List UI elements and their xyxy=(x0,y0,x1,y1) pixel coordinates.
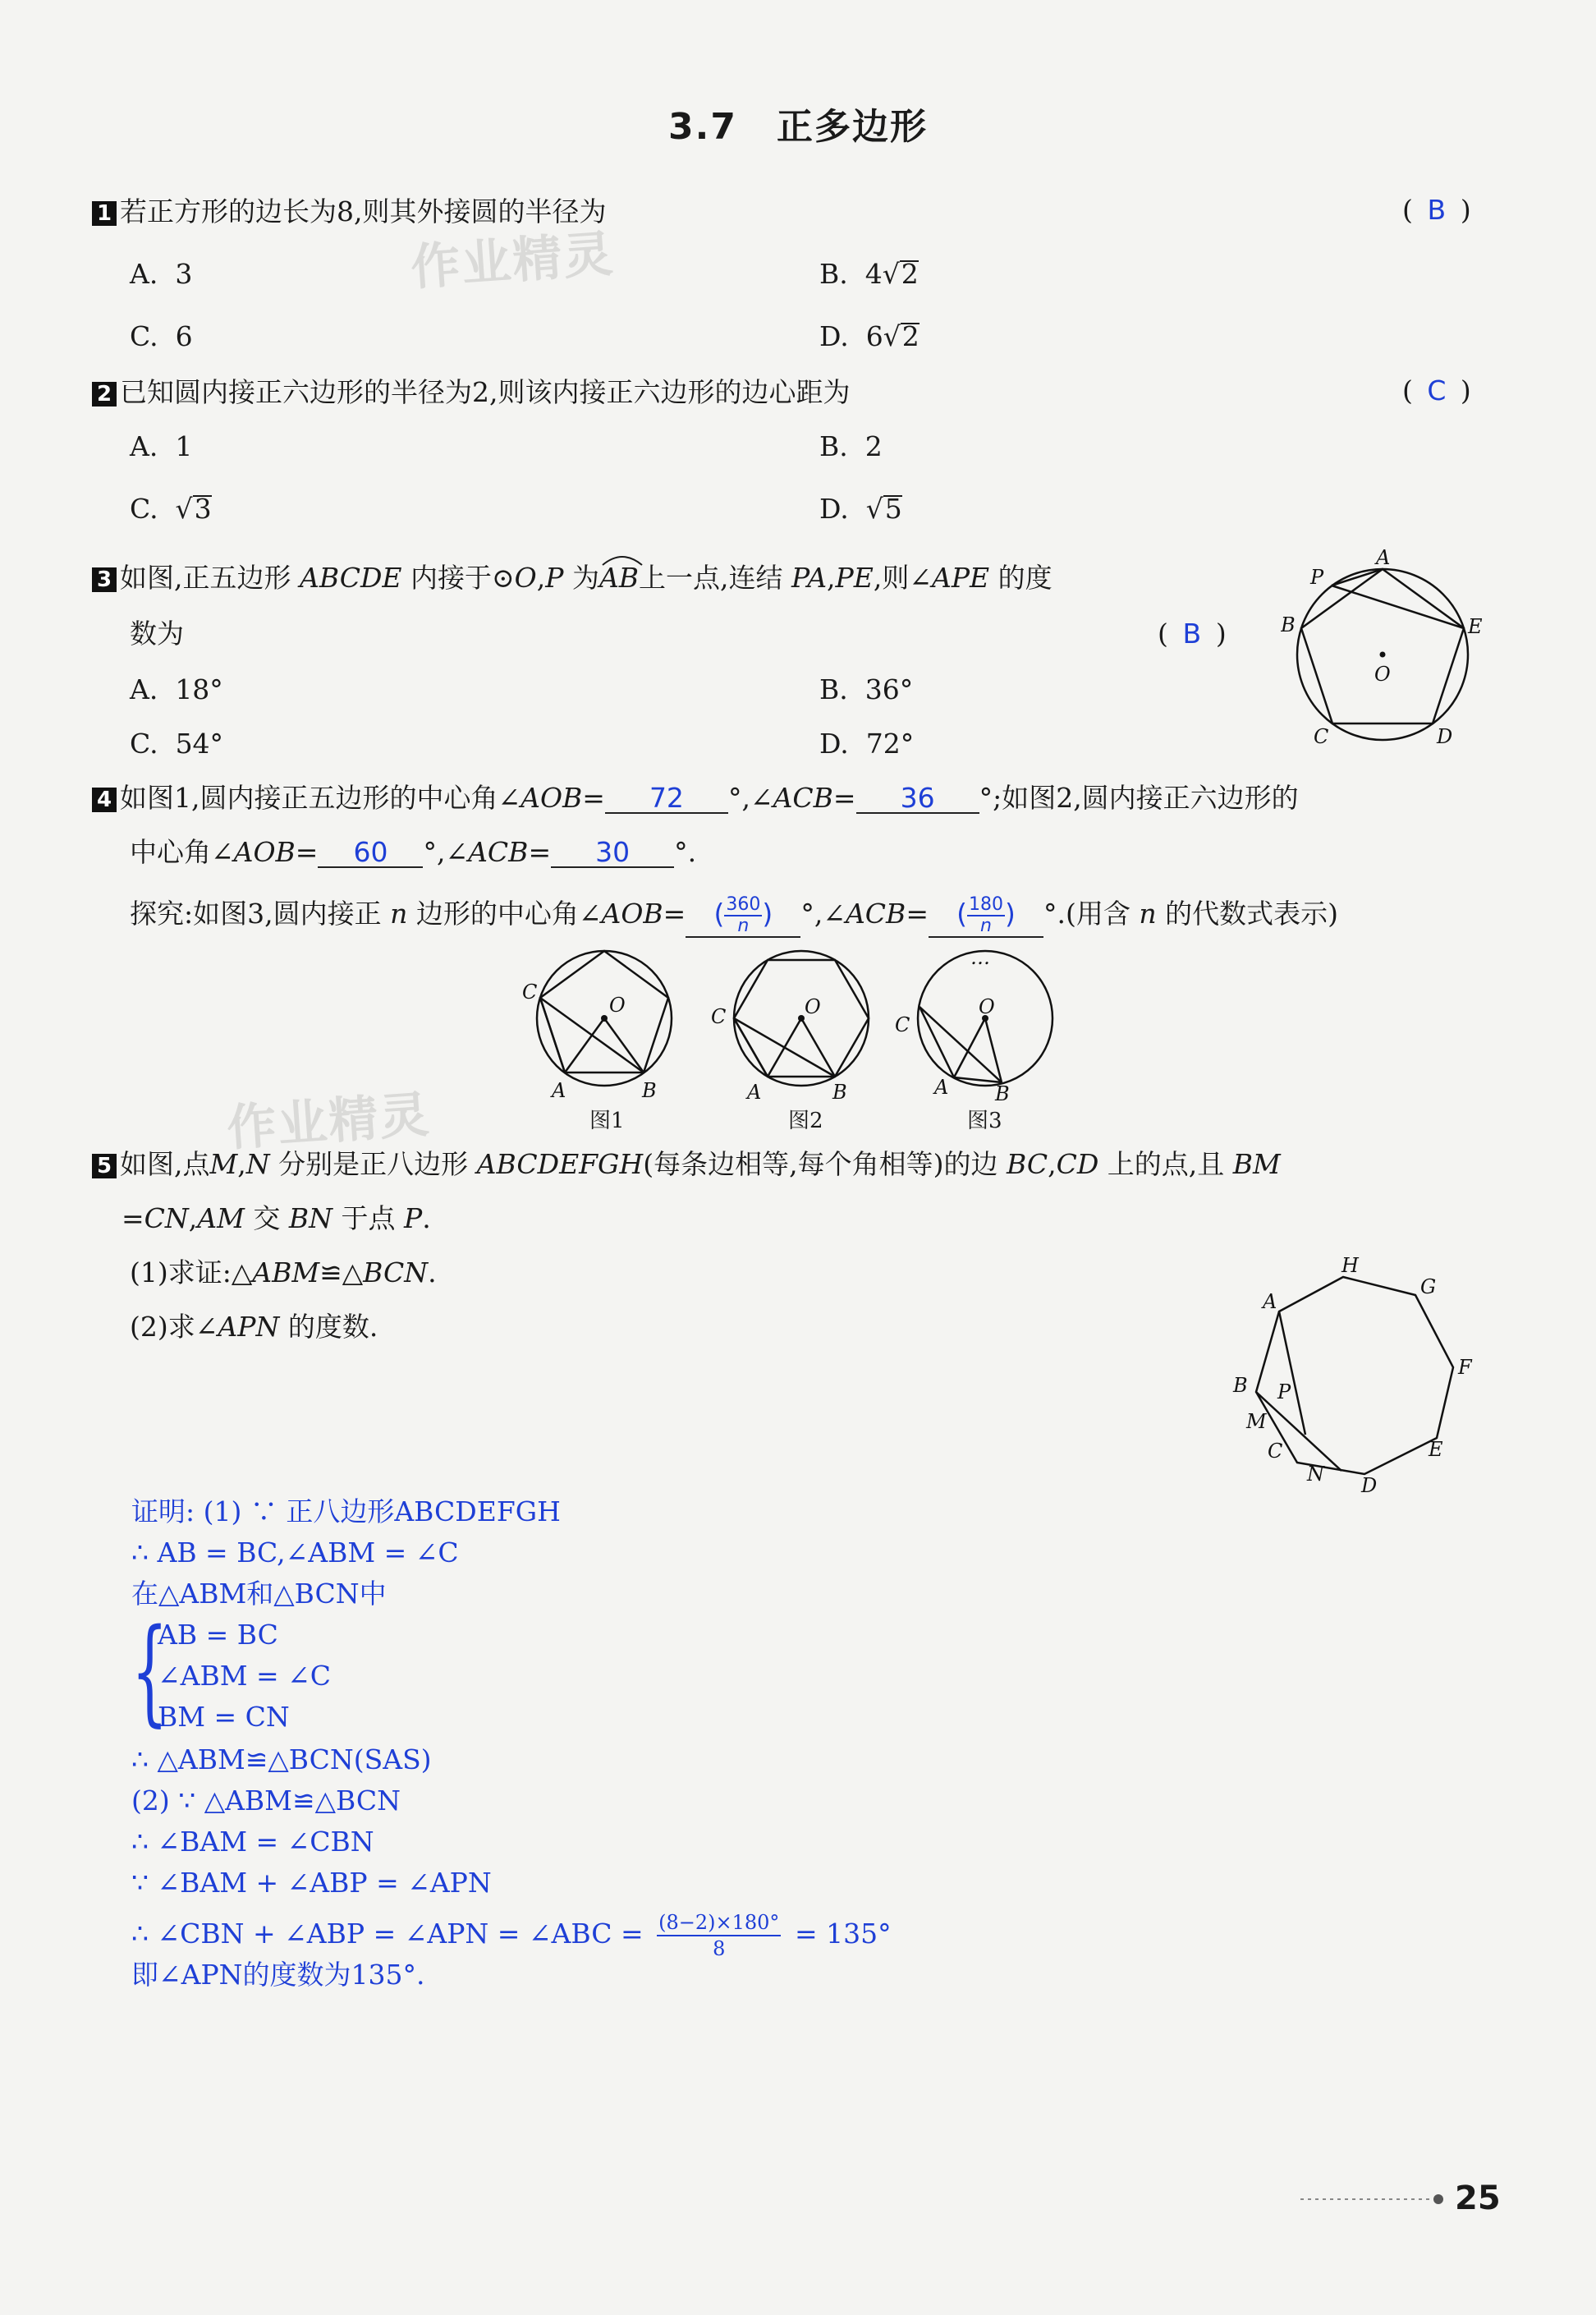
question-number: 3 xyxy=(92,567,117,592)
fig-label: D xyxy=(1437,725,1453,748)
figure-3 xyxy=(895,944,1067,1104)
figure-3-caption: 图3 xyxy=(967,1109,1002,1133)
question-number: 2 xyxy=(92,382,117,407)
answer-blank: ( $\frac{180}{n}$ ) xyxy=(929,892,1043,938)
watermark: 作业精灵 xyxy=(409,225,617,297)
solution-line: (2) ∵ △ABM≌△BCN xyxy=(131,1784,401,1817)
q2-option-b: B. 2 xyxy=(819,430,883,462)
question-5-line1: 5 如图,点M,N 分别是正八边形 ABCDEFGH(每条边相等,每个角相等)的边 BC,CD 上的点,且 BM xyxy=(92,1146,1281,1183)
solution-line: ∴ AB = BC,∠ABM = ∠C xyxy=(131,1536,459,1569)
svg-text:G: G xyxy=(1420,1275,1437,1298)
svg-text:A: A xyxy=(747,1081,762,1100)
svg-text:A: A xyxy=(1263,1290,1277,1313)
svg-text:H: H xyxy=(1341,1254,1359,1277)
svg-text:F: F xyxy=(1458,1356,1472,1379)
page-number: 25 xyxy=(1455,2179,1501,2217)
q1-option-a: A. 3 xyxy=(130,258,193,290)
question-1-stem: 1 若正方形的边长为8,则其外接圆的半径为 xyxy=(92,194,607,230)
fig-label: A xyxy=(1376,546,1391,569)
svg-text:A: A xyxy=(934,1076,949,1099)
svg-text:A: A xyxy=(552,1079,566,1100)
question-5-line2: =CN,AM 交 BN 于点 P. xyxy=(122,1202,431,1234)
solution-line: ∵ ∠BAM + ∠ABP = ∠APN xyxy=(131,1867,492,1899)
fig-label: C xyxy=(1314,725,1329,748)
figure-1 xyxy=(522,944,686,1104)
answer-blank: ( $\frac{360}{n}$ ) xyxy=(686,892,800,938)
q1-option-d: D. 6√2 xyxy=(819,320,920,352)
q3-option-b: B. 36° xyxy=(819,673,914,705)
fig-label: B xyxy=(1281,613,1296,636)
q2-option-a: A. 1 xyxy=(130,430,193,462)
svg-text:C: C xyxy=(522,981,538,1004)
question-3-answer: ( B ) xyxy=(1158,618,1227,650)
q3-option-c: C. 54° xyxy=(130,728,224,760)
svg-text:O: O xyxy=(979,995,995,1018)
solution-line: 即∠APN的度数为135°. xyxy=(131,1959,425,1991)
solution-line: AB = BC xyxy=(158,1619,278,1651)
svg-text:O: O xyxy=(805,995,821,1018)
footer-dotted-line xyxy=(1300,2191,1448,2207)
solution-line: BM = CN xyxy=(158,1701,290,1733)
question-3-stem: 3 如图,正五边形 ABCDE 内接于⊙O,P 为 AB上一点,连结 PA,PE,则∠APE 的度 xyxy=(92,560,1053,596)
solution-line: 证明: (1) ∵ 正八边形ABCDEFGH xyxy=(131,1495,561,1527)
svg-text:B: B xyxy=(995,1082,1010,1100)
solution-line: 在△ABM和△BCN中 xyxy=(131,1578,387,1610)
svg-text:C: C xyxy=(895,1013,910,1036)
svg-text:O: O xyxy=(609,994,626,1017)
question-1-answer: ( B ) xyxy=(1402,194,1471,226)
question-5-part1: (1)求证:△ABM≌△BCN. xyxy=(130,1256,437,1288)
question-3-stem-line2: 数为 xyxy=(130,618,184,650)
question-number: 5 xyxy=(92,1154,117,1178)
solution-line: ∴ ∠CBN + ∠ABP = ∠APN = ∠ABC = $\frac{(8-2)\times 180^\circ}{8}$ = 135° xyxy=(131,1911,892,1960)
arc-icon xyxy=(599,553,645,567)
svg-text:M: M xyxy=(1246,1410,1267,1433)
svg-text:D: D xyxy=(1361,1474,1378,1497)
question-4-line3: 探究:如图3,圆内接正 n 边形的中心角∠AOB= ( $\frac{360}{n}$ ) °,∠ACB= ( $\frac{180}{n}$ ) °.(用含 n 的代数式表示) xyxy=(130,892,1338,938)
question-2-answer: ( C ) xyxy=(1402,374,1471,407)
svg-text:B: B xyxy=(1233,1374,1248,1397)
q2-option-c: C. √3 xyxy=(130,493,212,525)
question-5-part2: (2)求∠APN 的度数. xyxy=(130,1311,378,1343)
answer-blank: 36 xyxy=(856,784,979,814)
svg-text:C: C xyxy=(711,1005,727,1028)
q1-option-b: B. 4√2 xyxy=(819,258,919,290)
question-4-line1: 4 如图1,圆内接正五边形的中心角∠AOB= 72 °,∠ACB= 36 °;如图2,圆内接正六边形的 xyxy=(92,780,1299,816)
svg-text:B: B xyxy=(832,1081,847,1100)
question-number: 4 xyxy=(92,788,117,812)
svg-text:C: C xyxy=(1268,1440,1283,1463)
figure-1-caption: 图1 xyxy=(589,1109,625,1133)
solution-line: ∠ABM = ∠C xyxy=(158,1660,332,1692)
q3-option-d: D. 72° xyxy=(819,728,915,760)
section-title: 正多边形 xyxy=(776,106,928,148)
brace-icon: { xyxy=(131,1605,168,1739)
answer-blank: 30 xyxy=(551,838,674,868)
answer-blank: 72 xyxy=(605,784,728,814)
svg-text:P: P xyxy=(1277,1380,1291,1403)
watermark: 作业精灵 xyxy=(225,1086,433,1158)
svg-text:…: … xyxy=(970,946,990,969)
question-2-stem: 2 已知圆内接正六边形的半径为2,则该内接正六边形的边心距为 xyxy=(92,374,851,411)
fig-label: P xyxy=(1310,566,1324,589)
svg-text:E: E xyxy=(1429,1438,1443,1461)
pentagon-figure xyxy=(1281,546,1494,763)
q1-option-c: C. 6 xyxy=(130,320,193,352)
solution-line: ∴ ∠BAM = ∠CBN xyxy=(131,1826,374,1858)
svg-text:B: B xyxy=(642,1079,657,1100)
question-4-line2: 中心角∠AOB= 60 °,∠ACB= 30 °. xyxy=(130,836,697,868)
svg-text:N: N xyxy=(1307,1463,1324,1486)
fig-label: E xyxy=(1468,615,1483,638)
section-number: 3.7 xyxy=(668,106,737,148)
figure-2 xyxy=(711,944,883,1104)
figure-2-caption: 图2 xyxy=(788,1109,823,1133)
answer-blank: 60 xyxy=(318,838,423,868)
fig-label: O xyxy=(1374,663,1391,686)
question-number: 1 xyxy=(92,201,117,226)
q2-option-d: D. √5 xyxy=(819,493,902,525)
q3-option-a: A. 18° xyxy=(130,673,223,705)
solution-line: ∴ △ABM≌△BCN(SAS) xyxy=(131,1743,432,1775)
page-title xyxy=(0,97,1596,149)
octagon-figure xyxy=(1222,1252,1484,1502)
